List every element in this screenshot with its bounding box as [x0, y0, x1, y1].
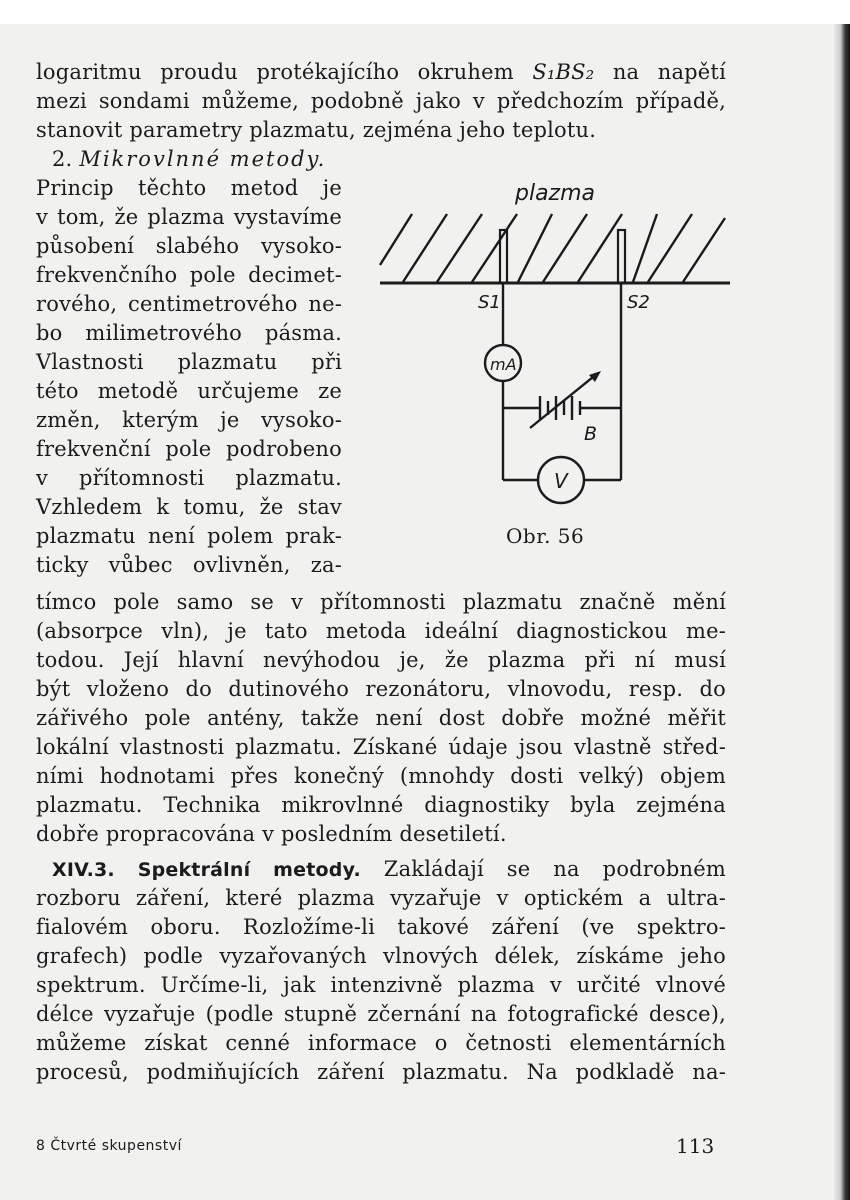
battery-label: B: [584, 423, 598, 445]
text-line: ticky vůbec ovlivněn, za-: [36, 553, 342, 577]
text-line: bo milimetrového pásma.: [36, 321, 342, 345]
probe-s2: [618, 230, 625, 283]
figure-caption: Obr. 56: [506, 524, 585, 548]
text-line: můžeme získat cenné informace o četnosti elementárních: [36, 1031, 726, 1055]
text-line: ními hodnotami přes konečný (mnohdy dosti velký) objem: [36, 764, 726, 788]
text-line: (absorpce vln), je tato metoda ideální diagnostickou me-: [36, 619, 726, 643]
section-heading: 2. Mikrovlnné metody.: [52, 147, 327, 171]
hatch-line: [472, 214, 517, 282]
hatch-line: [543, 214, 587, 282]
text-line: todou. Její hlavní nevýhodou je, že plazma při ní musí: [36, 648, 726, 672]
text-line: Vlastnosti plazmatu při: [36, 350, 342, 374]
hatch-line: [403, 214, 447, 282]
text-line: tímco pole samo se v přítomnosti plazmatu značně mění: [36, 590, 726, 614]
text-line: stanovit parametry plazmatu, zejména jeho teplotu.: [36, 118, 597, 142]
hatch-line: [380, 214, 412, 265]
probe-s1: [500, 230, 507, 283]
text-line: logaritmu proudu protékajícího okruhem S₁BS₂ na napětí: [36, 60, 726, 84]
page-edge-shadow: [834, 24, 850, 1200]
text-line: lokální vlastnosti plazmatu. Získané údaje jsou vlastně střed-: [36, 735, 726, 759]
text-line: plazmatu není polem prak-: [36, 524, 342, 548]
text-line: procesů, podmiňujících záření plazmatu. Na podkladě na-: [36, 1060, 726, 1084]
text-line: frekvenční pole podrobeno: [36, 437, 342, 461]
hatch-line: [437, 214, 482, 282]
voltmeter-label: V: [554, 469, 568, 493]
text-line: rového, centimetrového ne-: [36, 292, 342, 316]
text-line: fialovém oboru. Rozložíme-li takové záření (ve spektro-: [36, 915, 726, 939]
plasma-label: plazma: [515, 181, 596, 206]
text-line: Vzhledem k tomu, že stav: [36, 495, 342, 519]
section-heading: XIV.3. Spektrální metody. Zakládají se na podrobném: [52, 857, 726, 881]
hatch-line: [683, 218, 725, 282]
text-line: spektrum. Určíme-li, jak intenzivně plazma v určité vlnové: [36, 973, 726, 997]
hatch-line: [518, 214, 552, 282]
probe-s2-label: S2: [627, 292, 650, 313]
text-line: v přítomnosti plazmatu.: [36, 466, 342, 490]
text-line: plazmatu. Technika mikrovlnné diagnostiky byla zejména: [36, 793, 726, 817]
text-line: v tom, že plazma vystavíme: [36, 205, 342, 229]
text-line: mezi sondami můžeme, podobně jako v předchozím případě,: [36, 89, 726, 113]
text-line: dobře propracována v posledním desetiletí.: [36, 822, 507, 846]
text-line: působení slabého vysoko-: [36, 234, 342, 258]
ammeter-label: mA: [490, 355, 517, 374]
text-line: být vloženo do dutinového rezonátoru, vlnovodu, resp. do: [36, 677, 726, 701]
text-line: zářivého pole antény, takže není dost dobře možné měřit: [36, 706, 726, 730]
probe-s1-label: S1: [478, 292, 501, 313]
hatch-line: [578, 214, 622, 282]
text-line: rozboru záření, které plazma vyzařuje v optickém a ultra-: [36, 886, 726, 910]
text-line: délce vyzařuje (podle stupně zčernání na fotografické desce),: [36, 1002, 726, 1026]
probe-circuit-figure: [365, 170, 735, 515]
text-line: této metodě určujeme ze: [36, 379, 342, 403]
top-margin: [0, 0, 850, 24]
text-line: Princip těchto metod je: [36, 176, 342, 200]
text-line: změn, kterým je vysoko-: [36, 408, 342, 432]
text-line: grafech) podle vyzařovaných vlnových délek, získáme jeho: [36, 944, 726, 968]
page-number: 113: [676, 1134, 715, 1158]
footer-signature: 8 Čtvrté skupenství: [36, 1138, 182, 1154]
circuit-math: S₁BS₂: [532, 60, 595, 84]
text-line: frekvenčního pole decimet-: [36, 263, 342, 287]
